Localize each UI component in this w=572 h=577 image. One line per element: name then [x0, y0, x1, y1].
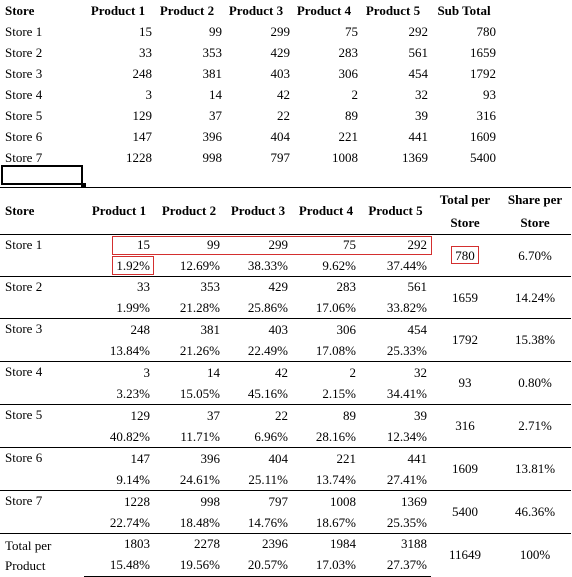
bottom-share-cell[interactable]: 15.05% — [179, 385, 220, 401]
share-header-line-1: Share per — [507, 192, 563, 207]
bottom-share-cell[interactable]: 22.49% — [247, 342, 288, 358]
top-value-cell[interactable]: 429 — [270, 44, 290, 60]
top-header-product-5[interactable]: Product 5 — [365, 2, 421, 18]
bottom-value-cell[interactable]: 99 — [154, 235, 224, 256]
top-subtotal-cell[interactable]: 780 — [476, 23, 496, 39]
bottom-share-cell[interactable]: 13.84% — [109, 342, 150, 358]
top-value-cell[interactable]: 248 — [132, 65, 152, 81]
bottom-store-cell[interactable]: Store 4 — [0, 362, 84, 405]
grand-share-cell[interactable]: 100% — [499, 534, 571, 577]
total-share-per-product-cell[interactable]: 20.57% — [224, 555, 292, 576]
bottom-share-cell[interactable]: 21.26% — [179, 342, 220, 358]
bottom-value-cell[interactable]: 221 — [292, 448, 360, 470]
bottom-share-cell[interactable]: 17.08% — [315, 342, 356, 358]
top-value-cell[interactable]: 75 — [345, 23, 358, 39]
bottom-value-cell[interactable]: 561 — [360, 277, 431, 298]
top-value-cell[interactable]: 42 — [277, 86, 290, 102]
bottom-header-product-2[interactable]: Product 2 — [154, 188, 224, 235]
total-per-product-value-cell[interactable]: 3188 — [360, 534, 431, 555]
bottom-header-store[interactable]: Store — [0, 188, 84, 235]
total-header-line-1: Total per — [439, 192, 491, 207]
bottom-share-cell[interactable]: 45.16% — [247, 385, 288, 401]
top-value-cell[interactable]: 99 — [209, 23, 222, 39]
bottom-share-cell[interactable]: 22.74% — [109, 514, 150, 530]
bottom-store-cell[interactable]: Store 5 — [0, 405, 84, 448]
top-value-cell[interactable]: 221 — [338, 128, 358, 144]
top-table-row — [0, 42, 500, 63]
bottom-value-cell[interactable]: 3 — [84, 362, 154, 384]
top-value-cell[interactable]: 292 — [408, 23, 428, 39]
bottom-share-cell[interactable]: 12.69% — [179, 257, 220, 273]
bottom-share-cell[interactable]: 27.41% — [386, 471, 427, 487]
bottom-share-cell[interactable]: 9.14% — [116, 471, 150, 487]
bottom-share-cell[interactable]: 25.35% — [386, 514, 427, 530]
bottom-value-cell[interactable]: 306 — [292, 319, 360, 341]
top-value-cell[interactable]: 1369 — [402, 149, 428, 165]
bottom-share-cell[interactable]: 25.33% — [386, 342, 427, 358]
bottom-share-cell[interactable]: 38.33% — [247, 257, 288, 273]
top-value-cell[interactable]: 306 — [338, 65, 358, 81]
top-header-subtotal[interactable]: Sub Total — [437, 2, 491, 18]
bottom-share-cell[interactable]: 24.61% — [179, 471, 220, 487]
bottom-value-cell[interactable]: 75 — [292, 235, 360, 256]
store-value-row — [0, 277, 571, 298]
bottom-header-total-per-store[interactable] — [431, 188, 499, 235]
total-per-product-row — [0, 534, 571, 555]
bottom-store-cell[interactable]: Store 3 — [0, 319, 84, 362]
top-table-row — [0, 126, 500, 147]
store-value-row — [0, 362, 571, 384]
bottom-value-cell[interactable]: 292 — [360, 235, 431, 256]
store-value-row — [0, 491, 571, 513]
bottom-header-product-4[interactable]: Product 4 — [292, 188, 360, 235]
top-value-cell[interactable]: 403 — [270, 65, 290, 81]
bottom-value-cell[interactable]: 283 — [292, 277, 360, 298]
top-value-cell[interactable]: 998 — [202, 149, 222, 165]
bottom-share-cell[interactable]: 13.74% — [315, 471, 356, 487]
top-store-cell[interactable]: Store 5 — [5, 107, 43, 123]
store-1-total-highlight — [451, 246, 479, 264]
grand-total-cell[interactable]: 11649 — [431, 534, 499, 577]
total-per-product-value-cell[interactable]: 2396 — [224, 534, 292, 555]
top-value-cell[interactable]: 561 — [408, 44, 428, 60]
top-store-cell[interactable]: Store 6 — [5, 128, 43, 144]
top-value-cell[interactable]: 454 — [408, 65, 428, 81]
top-table-body — [0, 21, 500, 168]
bottom-value-cell[interactable]: 32 — [360, 362, 431, 384]
top-value-cell[interactable]: 15 — [139, 23, 152, 39]
bottom-share-cell[interactable]: 14.76% — [247, 514, 288, 530]
top-value-cell[interactable]: 3 — [145, 86, 152, 102]
top-value-cell[interactable]: 39 — [415, 107, 428, 123]
selected-cell[interactable] — [1, 165, 83, 185]
bottom-value-cell[interactable]: 147 — [84, 448, 154, 470]
bottom-value-cell[interactable]: 14 — [154, 362, 224, 384]
top-table-row — [0, 21, 500, 42]
bottom-value-cell[interactable]: 39 — [360, 405, 431, 427]
top-value-cell[interactable]: 381 — [202, 65, 222, 81]
share-per-store-cell[interactable]: 0.80% — [499, 362, 571, 405]
bottom-value-cell[interactable]: 37 — [154, 405, 224, 427]
bottom-share-cell[interactable]: 9.62% — [322, 257, 356, 273]
top-subtotal-cell[interactable]: 93 — [483, 86, 496, 102]
top-value-cell[interactable]: 22 — [277, 107, 290, 123]
top-value-cell[interactable]: 89 — [345, 107, 358, 123]
total-per-product-value-cell[interactable]: 2278 — [154, 534, 224, 555]
total-per-product-label-line-1: Total per — [5, 538, 52, 553]
bottom-header-product-1[interactable]: Product 1 — [84, 188, 154, 235]
top-header-store[interactable]: Store — [5, 2, 35, 18]
bottom-value-cell[interactable]: 998 — [154, 491, 224, 513]
total-share-per-product-cell[interactable]: 27.37% — [360, 555, 431, 576]
total-per-store-cell[interactable]: 780 — [431, 235, 499, 277]
top-value-cell[interactable]: 299 — [270, 23, 290, 39]
top-value-cell[interactable]: 147 — [132, 128, 152, 144]
top-store-cell[interactable]: Store 1 — [5, 23, 43, 39]
bottom-share-cell[interactable]: 34.41% — [386, 385, 427, 401]
bottom-value-cell[interactable]: 33 — [84, 277, 154, 298]
bottom-value-cell[interactable]: 1008 — [292, 491, 360, 513]
top-subtotal-cell[interactable]: 5400 — [470, 149, 496, 165]
bottom-value-cell[interactable]: 248 — [84, 319, 154, 341]
bottom-store-cell[interactable]: Store 6 — [0, 448, 84, 491]
share-per-store-cell[interactable]: 2.71% — [499, 405, 571, 448]
bottom-share-cell[interactable]: 40.82% — [109, 428, 150, 444]
bottom-share-cell[interactable]: 18.67% — [315, 514, 356, 530]
top-value-cell[interactable]: 32 — [415, 86, 428, 102]
bottom-value-cell[interactable]: 441 — [360, 448, 431, 470]
bottom-value-cell[interactable]: 129 — [84, 405, 154, 427]
share-per-store-cell[interactable]: 14.24% — [499, 277, 571, 319]
total-header-line-2: Store — [450, 215, 480, 230]
top-summary-table — [0, 0, 500, 168]
bottom-store-cell[interactable]: Store 2 — [0, 277, 84, 319]
bottom-value-cell[interactable]: 299 — [224, 235, 292, 256]
top-store-cell[interactable]: Store 3 — [5, 65, 43, 81]
bottom-value-cell[interactable]: 22 — [224, 405, 292, 427]
bottom-value-cell[interactable]: 404 — [224, 448, 292, 470]
bottom-share-cell[interactable]: 21.28% — [179, 299, 220, 315]
bottom-share-cell[interactable]: 12.34% — [386, 428, 427, 444]
total-per-product-value-cell[interactable]: 1984 — [292, 534, 360, 555]
top-header-product-3[interactable]: Product 3 — [228, 2, 284, 18]
bottom-value-cell[interactable]: 381 — [154, 319, 224, 341]
top-table-row — [0, 84, 500, 105]
top-header-product-4[interactable]: Product 4 — [296, 2, 352, 18]
store-1-values-highlight — [112, 236, 432, 255]
bottom-value-cell[interactable]: 797 — [224, 491, 292, 513]
top-value-cell[interactable]: 797 — [270, 149, 290, 165]
bottom-share-cell[interactable]: 2.15% — [322, 385, 356, 401]
bottom-value-cell[interactable]: 454 — [360, 319, 431, 341]
top-value-cell[interactable]: 396 — [202, 128, 222, 144]
top-store-cell[interactable]: Store 2 — [5, 44, 43, 60]
bottom-store-cell[interactable]: Store 1 — [0, 235, 84, 277]
bottom-value-cell[interactable]: 1228 — [84, 491, 154, 513]
bottom-share-cell[interactable]: 6.96% — [254, 428, 288, 444]
top-value-cell[interactable]: 129 — [132, 107, 152, 123]
top-header-product-2[interactable]: Product 2 — [159, 2, 215, 18]
top-subtotal-cell[interactable]: 316 — [476, 107, 496, 123]
bottom-value-cell[interactable]: 396 — [154, 448, 224, 470]
total-per-store-cell[interactable]: 1792 — [431, 319, 499, 362]
bottom-share-cell[interactable]: 18.48% — [179, 514, 220, 530]
top-table-row — [0, 63, 500, 84]
top-value-cell[interactable]: 353 — [202, 44, 222, 60]
top-value-cell[interactable]: 1008 — [332, 149, 358, 165]
store-value-row — [0, 405, 571, 427]
bottom-share-cell[interactable]: 3.23% — [116, 385, 150, 401]
bottom-header-row — [0, 188, 571, 235]
bottom-store-cell[interactable]: Store 7 — [0, 491, 84, 534]
store-value-row — [0, 448, 571, 470]
top-subtotal-cell[interactable]: 1659 — [470, 44, 496, 60]
bottom-share-cell[interactable]: 11.71% — [180, 428, 220, 444]
top-value-cell[interactable]: 1228 — [126, 149, 152, 165]
top-table-row — [0, 105, 500, 126]
total-per-product-label[interactable] — [0, 534, 84, 577]
bottom-share-cell[interactable]: 25.86% — [247, 299, 288, 315]
bottom-share-cell[interactable]: 25.11% — [248, 471, 288, 487]
top-value-cell[interactable]: 283 — [338, 44, 358, 60]
top-subtotal-cell[interactable]: 1792 — [470, 65, 496, 81]
top-store-cell[interactable]: Store 7 — [5, 149, 43, 165]
total-per-product-value-cell[interactable]: 1803 — [84, 534, 154, 555]
bottom-share-cell[interactable]: 1.92% — [116, 257, 150, 273]
bottom-share-cell[interactable]: 37.44% — [386, 257, 427, 273]
share-per-store-cell[interactable]: 6.70% — [499, 235, 571, 277]
total-per-store-cell[interactable]: 1659 — [431, 277, 499, 319]
top-subtotal-cell[interactable]: 1609 — [470, 128, 496, 144]
top-value-cell[interactable]: 14 — [209, 86, 222, 102]
total-per-product-label-line-2: Product — [5, 558, 46, 573]
bottom-header-share-per-store[interactable] — [499, 188, 571, 235]
total-per-store-cell[interactable]: 5400 — [431, 491, 499, 534]
bottom-header-product-3[interactable]: Product 3 — [224, 188, 292, 235]
total-share-per-product-cell[interactable]: 17.03% — [292, 555, 360, 576]
share-per-store-cell[interactable]: 15.38% — [499, 319, 571, 362]
bottom-value-cell[interactable]: 2 — [292, 362, 360, 384]
bottom-value-cell[interactable]: 42 — [224, 362, 292, 384]
share-per-store-cell[interactable]: 13.81% — [499, 448, 571, 491]
total-share-per-product-cell[interactable]: 19.56% — [154, 555, 224, 576]
share-per-store-cell[interactable]: 46.36% — [499, 491, 571, 534]
bottom-value-cell[interactable]: 429 — [224, 277, 292, 298]
share-header-line-2: Store — [520, 215, 550, 230]
top-value-cell[interactable]: 404 — [270, 128, 290, 144]
top-header-product-1[interactable]: Product 1 — [90, 2, 146, 18]
bottom-share-cell[interactable]: 1.99% — [116, 299, 150, 315]
top-value-cell[interactable]: 33 — [139, 44, 152, 60]
store-1-share-highlight — [112, 256, 154, 275]
total-per-store-cell[interactable]: 1609 — [431, 448, 499, 491]
total-per-store-cell[interactable]: 316 — [431, 405, 499, 448]
bottom-value-cell[interactable]: 89 — [292, 405, 360, 427]
store-value-row — [0, 319, 571, 341]
bottom-share-cell[interactable]: 17.06% — [315, 299, 356, 315]
top-value-cell[interactable]: 441 — [408, 128, 428, 144]
bottom-value-cell[interactable]: 1369 — [360, 491, 431, 513]
bottom-header-product-5[interactable]: Product 5 — [360, 188, 431, 235]
bottom-share-cell[interactable]: 33.82% — [386, 299, 427, 315]
bottom-value-cell[interactable]: 403 — [224, 319, 292, 341]
bottom-table-body — [0, 235, 571, 577]
top-value-cell[interactable]: 2 — [351, 86, 358, 102]
total-share-per-product-cell[interactable]: 15.48% — [84, 555, 154, 576]
bottom-value-cell[interactable]: 353 — [154, 277, 224, 298]
top-value-cell[interactable]: 37 — [209, 107, 222, 123]
top-store-cell[interactable]: Store 4 — [5, 86, 43, 102]
bottom-value-cell[interactable]: 15 — [84, 235, 154, 256]
total-per-store-cell[interactable]: 93 — [431, 362, 499, 405]
bottom-share-cell[interactable]: 28.16% — [315, 428, 356, 444]
top-header-row — [0, 0, 500, 21]
